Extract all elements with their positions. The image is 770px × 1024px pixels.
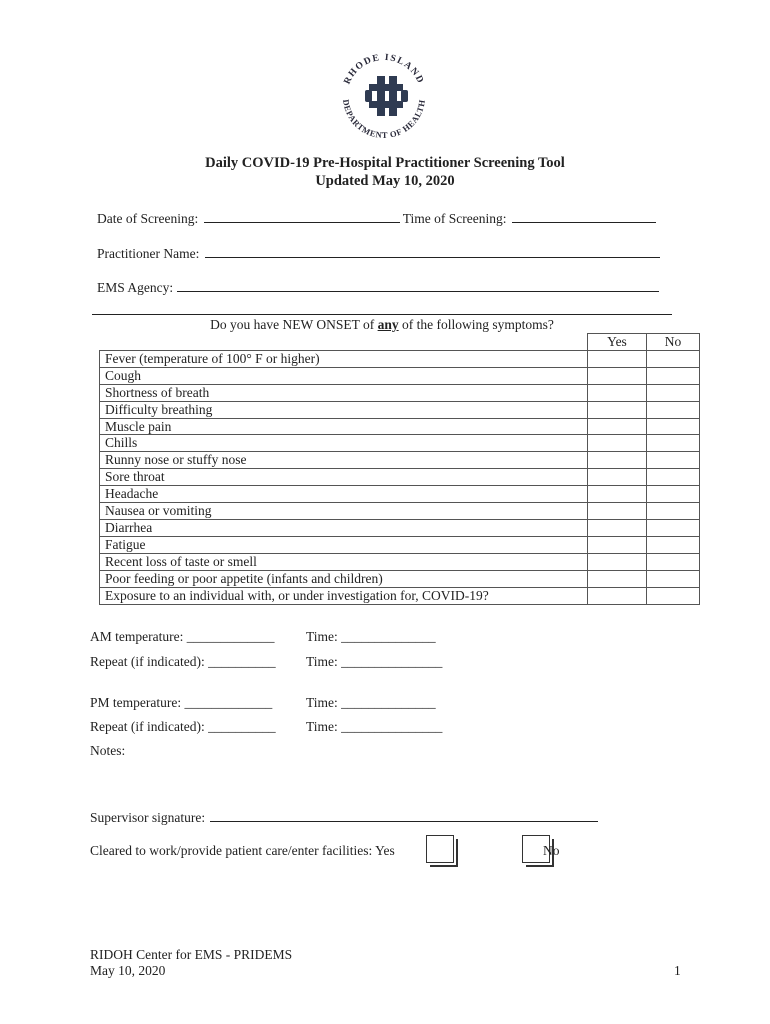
table-row (100, 553, 700, 570)
page-number: 1 (674, 963, 681, 978)
symptom-question (92, 317, 672, 333)
symptom-no-cell[interactable] (647, 435, 700, 452)
table-row (100, 452, 700, 469)
table-row (100, 570, 700, 587)
ems-agency-label: EMS Agency: (97, 280, 174, 295)
date-time-row (97, 211, 656, 227)
pm-temperature-field[interactable]: PM temperature: _____________ (90, 695, 273, 710)
symptom-yes-cell[interactable] (588, 587, 647, 604)
table-row (100, 587, 700, 604)
symptom-yes-cell[interactable] (588, 503, 647, 520)
symptom-no-cell[interactable] (647, 570, 700, 587)
symptom-yes-cell[interactable] (588, 536, 647, 553)
symptom-yes-cell[interactable] (588, 553, 647, 570)
symptom-label: Shortness of breath (100, 384, 588, 401)
symptom-no-cell[interactable] (647, 486, 700, 503)
practitioner-name-field[interactable] (205, 256, 660, 258)
pm-repeat-field[interactable]: Repeat (if indicated): __________ (90, 719, 276, 734)
document-title: Daily COVID-19 Pre-Hospital Practitioner Screening Tool (205, 155, 565, 171)
symptom-yes-cell[interactable] (588, 384, 647, 401)
pm-time-field[interactable]: Time: ______________ (306, 695, 436, 710)
symptom-no-cell[interactable] (647, 503, 700, 520)
date-of-screening-label: Date of Screening: (97, 211, 199, 226)
table-row (100, 536, 700, 553)
header-blank (100, 334, 588, 351)
table-row (100, 384, 700, 401)
am-repeat-field[interactable]: Repeat (if indicated): __________ (90, 654, 276, 669)
symptom-label: Headache (100, 486, 588, 503)
supervisor-signature-row (90, 810, 598, 826)
symptom-table (99, 333, 700, 605)
agency-row (97, 280, 659, 296)
table-row (100, 519, 700, 536)
symptom-no-cell[interactable] (647, 519, 700, 536)
symptom-no-cell[interactable] (647, 469, 700, 486)
question-prefix: Do you have NEW ONSET of (210, 317, 375, 332)
table-row (100, 469, 700, 486)
symptom-no-cell[interactable] (647, 418, 700, 435)
ems-agency-field[interactable] (177, 290, 659, 292)
symptom-no-cell[interactable] (647, 384, 700, 401)
symptom-label: Poor feeding or poor appetite (infants and children) (100, 570, 588, 587)
symptom-label: Cough (100, 367, 588, 384)
am-temperature-field[interactable]: AM temperature: _____________ (90, 629, 275, 644)
am-repeat-time-field[interactable]: Time: _______________ (306, 654, 443, 669)
symptom-label: Recent loss of taste or smell (100, 553, 588, 570)
document-subtitle: Updated May 10, 2020 (315, 173, 455, 189)
symptom-yes-cell[interactable] (588, 435, 647, 452)
cleared-no-label: No (543, 843, 560, 858)
question-emphasis: any (377, 317, 399, 332)
footer-org: RIDOH Center for EMS - PRIDEMS (90, 947, 293, 962)
table-row (100, 350, 700, 367)
time-of-screening-field[interactable] (512, 221, 656, 223)
symptom-label: Fatigue (100, 536, 588, 553)
symptom-yes-cell[interactable] (588, 452, 647, 469)
symptom-label: Muscle pain (100, 418, 588, 435)
symptom-yes-cell[interactable] (588, 486, 647, 503)
symptom-no-cell[interactable] (647, 367, 700, 384)
practitioner-row (97, 246, 660, 262)
column-header-no: No (647, 334, 700, 351)
symptom-label: Diarrhea (100, 519, 588, 536)
department-of-health-seal (333, 46, 435, 148)
symptom-yes-cell[interactable] (588, 519, 647, 536)
symptom-label: Nausea or vomiting (100, 503, 588, 520)
symptom-no-cell[interactable] (647, 587, 700, 604)
symptom-label: Difficulty breathing (100, 401, 588, 418)
table-header-row (100, 334, 700, 351)
time-of-screening-label: Time of Screening: (402, 211, 507, 226)
table-row (100, 418, 700, 435)
symptom-yes-cell[interactable] (588, 418, 647, 435)
symptom-yes-cell[interactable] (588, 401, 647, 418)
footer-date: May 10, 2020 (90, 963, 166, 978)
symptom-no-cell[interactable] (647, 401, 700, 418)
table-row (100, 435, 700, 452)
supervisor-signature-field[interactable] (210, 820, 598, 822)
table-row (100, 401, 700, 418)
cleared-label: Cleared to work/provide patient care/enter facilities: Yes (90, 843, 395, 858)
svg-text:DEPARTMENT OF HEALTH: DEPARTMENT OF HEALTH (340, 98, 428, 141)
symptom-no-cell[interactable] (647, 350, 700, 367)
symptom-yes-cell[interactable] (588, 350, 647, 367)
question-suffix: of the following symptoms? (402, 317, 554, 332)
practitioner-name-label: Practitioner Name: (97, 246, 200, 261)
table-row (100, 367, 700, 384)
symptom-no-cell[interactable] (647, 452, 700, 469)
supervisor-signature-label: Supervisor signature: (90, 810, 206, 825)
symptom-label: Exposure to an individual with, or under investigation for, COVID-19? (100, 587, 588, 604)
symptom-label: Runny nose or stuffy nose (100, 452, 588, 469)
cleared-yes-checkbox[interactable] (426, 835, 454, 863)
date-of-screening-field[interactable] (204, 221, 400, 223)
section-divider (92, 314, 672, 315)
symptom-yes-cell[interactable] (588, 570, 647, 587)
svg-text:RHODE ISLAND: RHODE ISLAND (342, 52, 426, 87)
symptom-yes-cell[interactable] (588, 367, 647, 384)
pm-repeat-time-field[interactable]: Time: _______________ (306, 719, 443, 734)
symptom-no-cell[interactable] (647, 553, 700, 570)
symptom-yes-cell[interactable] (588, 469, 647, 486)
column-header-yes: Yes (588, 334, 647, 351)
table-row (100, 486, 700, 503)
symptom-label: Sore throat (100, 469, 588, 486)
symptom-no-cell[interactable] (647, 536, 700, 553)
symptom-label: Chills (100, 435, 588, 452)
symptom-label: Fever (temperature of 100° F or higher) (100, 350, 588, 367)
am-time-field[interactable]: Time: ______________ (306, 629, 436, 644)
table-row (100, 503, 700, 520)
notes-label: Notes: (90, 743, 126, 758)
